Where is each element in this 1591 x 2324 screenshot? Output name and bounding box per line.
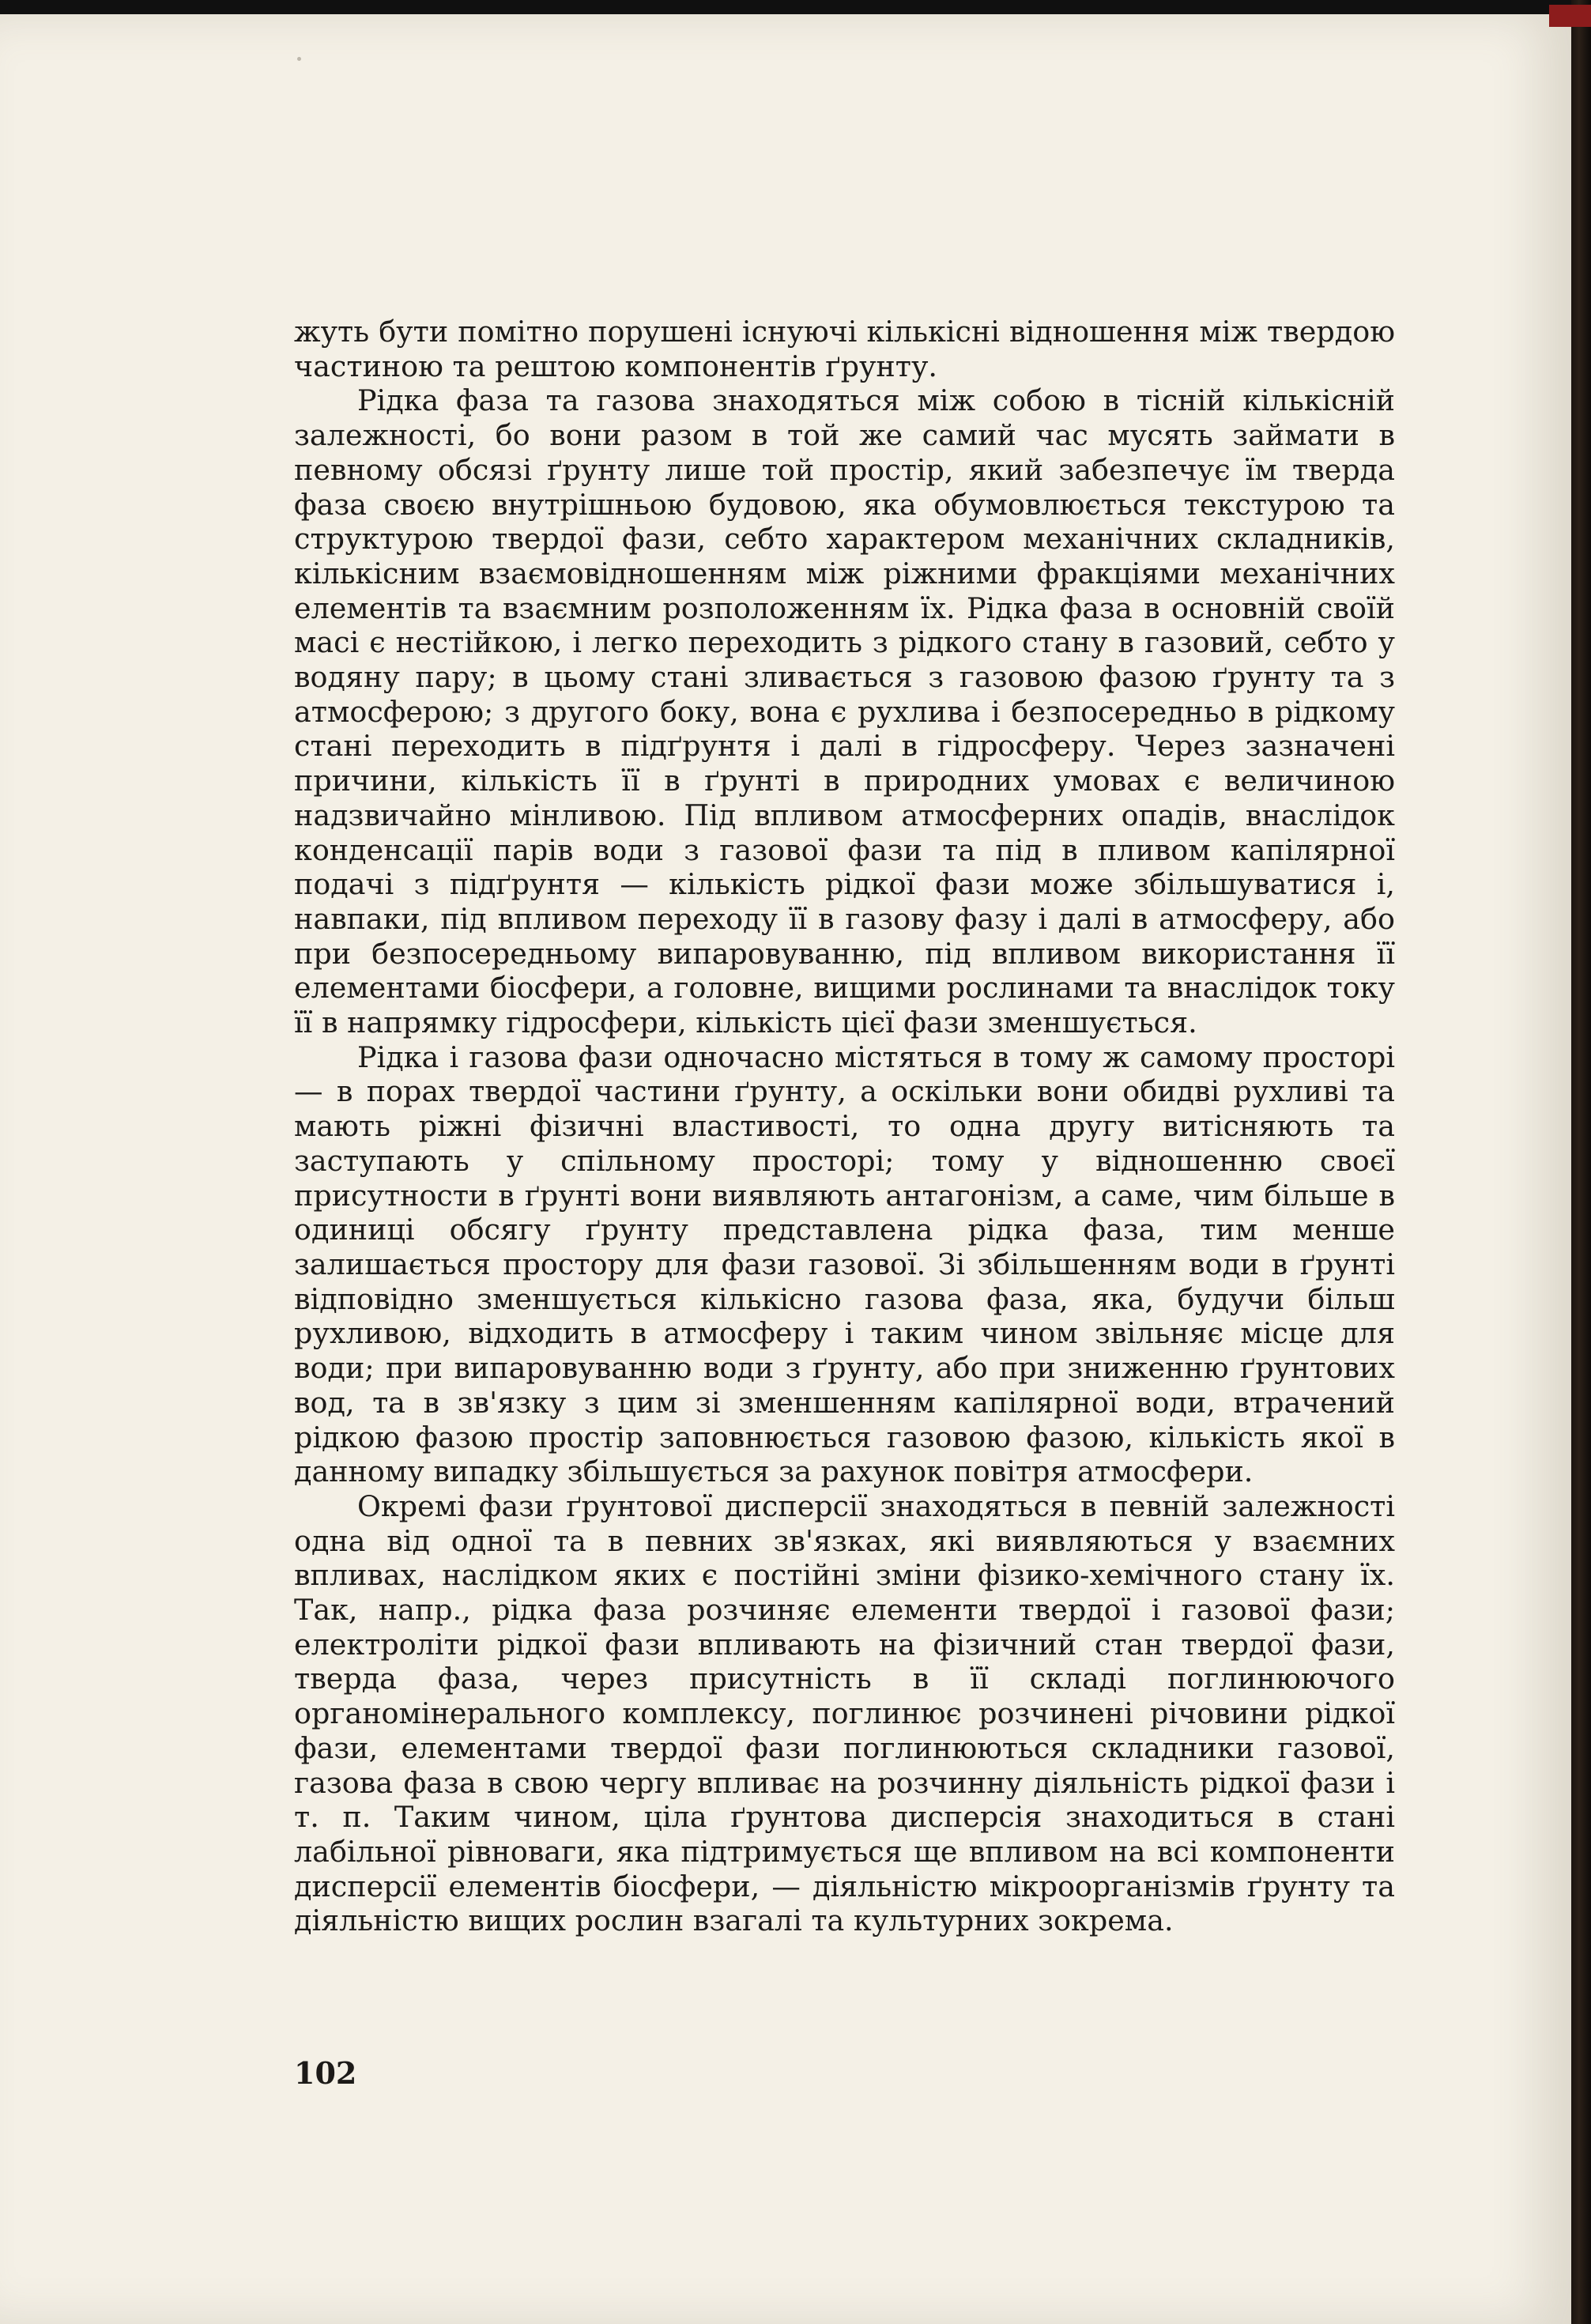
paragraph-continuation: жуть бути помітно порушені існуючі кількісні відношення між твердою частиною та рештою компонентів ґрунту. — [294, 315, 1395, 383]
page-number: 102 — [294, 2055, 357, 2091]
paragraph-phase-antagonism: Рідка і газова фази одночасно містяться в тому ж самому просторі — в порах твердої частини ґрунту, а оскільки вони обидві рухливі та мають ріжні фізичні властивості, то одна другу витісняють та заступають у спільному просторі; тому у відношенню своєї присутности в ґрунті вони виявляють антагонізм, а саме, чим більше в одиниці обсягу ґрунту представлена рідка фаза, тим менше залишається простору для фази газової. Зі збільшенням води в ґрунті відповідно зменшується кількісно газова фаза, яка, будучи більш рухливою, відходить в атмосферу і таким чином звільняє місце для води; при випаровуванню води з ґрунту, або при зниженню ґрунтових вод, та в зв'язку з цим зі зменшенням капілярної води, втрачений рідкою фазою простір заповнюється газовою фазою, кількість якої в данному випадку збільшується за рахунок повітря атмосфери. — [294, 1039, 1395, 1489]
paragraph-phase-interactions: Окремі фази ґрунтової дисперсії знаходяться в певній залежності одна від одної та в певних зв'язках, які виявляються у взаємних впливах, наслідком яких є постійні зміни фізико-хемічного стану їх. Так, напр., рідка фаза розчиняє елементи твердої і газової фази; електроліти рідкої фази впливають на фізичний стан твердої фази, тверда фаза, через присутність в її складі поглинюючого органомінерального комплексу, поглинює розчинені річовини рідкої фази, елементами твердої фази поглинюються складники газової, газова фаза в свою чергу впливає на розчинну діяльність рідкої фази і т. п. Таким чином, ціла ґрунтова дисперсія знаходиться в стані лабільної рівноваги, яка підтримується ще впливом на всі компоненти дисперсії елементів біосфери, — діяльністю мікроорганізмів ґрунту та діяльністю вищих рослин взагалі та культурних зокрема. — [294, 1488, 1395, 1938]
bookmark-ribbon — [1549, 5, 1591, 27]
scan-dust-speck — [297, 57, 301, 61]
body-text — [294, 315, 1395, 1938]
paragraph-liquid-gas-phases: Рідка фаза та газова знаходяться між собою в тісній кількісній залежності, бо вони разом в той же самий час мусять займати в певному обсязі ґрунту лише той простір, який забезпечує їм тверда фаза своєю внутрішньою будовою, яка обумовлюється текстурою та структурою твердої фази, себто характером механічних складників, кількісним взаємовідношенням між ріжними фракціями механічних елементів та взаємним розположенням їх. Рідка фаза в основній своїй масі є нестійкою, і легко переходить з рідкого стану в газовий, себто у водяну пару; в цьому стані зливається з газовою фазою ґрунту та з атмосферою; з другого боку, вона є рухлива і безпосередньо в рідкому стані переходить в підґрунтя і далі в гідросферу. Через зазначені причини, кількість її в ґрунті в природних умовах є величиною надзвичайно мінливою. Під впливом атмосферних опадів, внаслідок конденсації парів води з газової фази та під в пливом капілярної подачі з підґрунтя — кількість рідкої фази може збільшуватися і, навпаки, під впливом переходу її в газову фазу і далі в атмосферу, або при безпосередньому випаровуванню, під впливом використання її елементами біосфери, а головне, вищими рослинами та внаслідок току її в напрямку гідросфери, кількість цієї фази зменшується. — [294, 383, 1395, 1040]
book-spine-edge — [1571, 0, 1591, 2324]
